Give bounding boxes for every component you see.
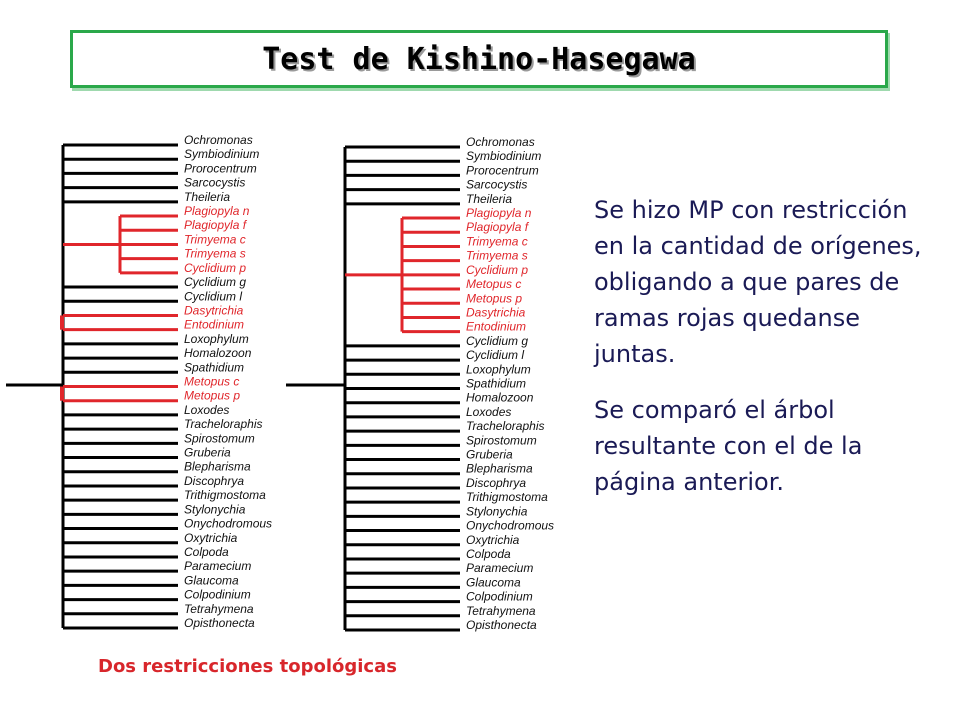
left-taxon-label: Opisthonecta: [184, 616, 255, 630]
left-taxon-label: Trimyema s: [184, 246, 246, 261]
right-taxon-label: Prorocentrum: [466, 163, 539, 178]
left-taxon-label: Metopus p: [184, 388, 241, 403]
left-taxon-label: Stylonychia: [184, 502, 246, 517]
left-taxon-label: Paramecium: [184, 559, 252, 574]
right-taxon-label: Tetrahymena: [466, 603, 536, 618]
right-taxon-label: Trimyema c: [466, 234, 528, 249]
left-taxon-label: Trithigmostoma: [184, 488, 266, 503]
left-taxon-label: Entodinium: [184, 317, 245, 332]
right-taxon-label: Theileria: [466, 191, 513, 206]
left-taxon-label: Colpoda: [184, 544, 229, 559]
right-taxon-label: Tracheloraphis: [466, 419, 545, 434]
right-taxon-label: Symbiodinium: [466, 149, 542, 164]
right-taxon-label: Plagiopyla f: [466, 220, 529, 235]
right-taxon-label: Entodinium: [466, 319, 527, 334]
right-taxon-label: Gruberia: [466, 447, 513, 462]
right-taxon-label: Spathidium: [466, 376, 527, 391]
left-taxon-label: Spirostomum: [184, 431, 255, 446]
left-taxon-label: Metopus c: [184, 374, 240, 389]
left-taxon-label: Cyclidium l: [184, 289, 243, 304]
slide-title: Test de Kishino-Hasegawa: [262, 41, 696, 77]
right-taxon-label: Opisthonecta: [466, 618, 537, 632]
right-taxon-label: Homalozoon: [466, 390, 534, 405]
left-taxon-label: Blepharisma: [184, 459, 251, 474]
right-taxon-label: Discophrya: [466, 475, 527, 490]
right-taxon-label: Loxophylum: [466, 362, 531, 377]
right-taxon-label: Paramecium: [466, 561, 534, 576]
right-taxon-label: Colpoda: [466, 546, 511, 561]
left-taxon-label: Theileria: [184, 189, 231, 204]
right-taxon-label: Oxytrichia: [466, 532, 520, 547]
right-taxon-label: Blepharisma: [466, 461, 533, 476]
left-taxon-label: Dasytrichia: [184, 303, 244, 318]
left-taxon-label: Loxodes: [184, 402, 230, 417]
left-taxon-label: Plagiopyla f: [184, 218, 247, 233]
left-taxon-label: Colpodinium: [184, 587, 251, 602]
right-taxon-label: Sarcocystis: [466, 177, 528, 192]
right-taxon-label: Cyclidium l: [466, 348, 525, 363]
left-taxon-label: Tracheloraphis: [184, 417, 263, 432]
left-taxon-label: Sarcocystis: [184, 175, 246, 190]
left-taxon-label: Plagiopyla n: [184, 204, 250, 219]
right-taxon-label: Metopus p: [466, 291, 523, 306]
left-taxon-label: Homalozoon: [184, 346, 252, 361]
caption: Dos restricciones topológicas: [98, 656, 397, 677]
right-taxon-label: Spirostomum: [466, 433, 537, 448]
left-taxon-label: Trimyema c: [184, 232, 246, 247]
right-taxon-label: Onychodromous: [466, 518, 555, 533]
tree-left: [6, 133, 272, 630]
left-taxon-label: Loxophylum: [184, 331, 249, 346]
right-taxon-label: Colpodinium: [466, 589, 533, 604]
left-taxon-label: Prorocentrum: [184, 161, 257, 176]
explanation-paragraph-2: Se comparó el árbol resultante con el de la página anterior.: [594, 396, 863, 496]
right-taxon-label: Ochromonas: [466, 135, 535, 149]
right-taxon-label: Cyclidium g: [466, 333, 529, 348]
tree-right: [286, 135, 554, 632]
right-taxon-label: Glaucoma: [466, 575, 521, 590]
explanation-text: [594, 192, 944, 500]
right-taxon-label: Trithigmostoma: [466, 490, 548, 505]
left-taxon-label: Spathidium: [184, 360, 245, 375]
left-taxon-label: Discophrya: [184, 473, 245, 488]
left-taxon-label: Gruberia: [184, 445, 231, 460]
left-taxon-label: Cyclidium p: [184, 260, 247, 275]
right-taxon-label: Metopus c: [466, 277, 522, 292]
left-taxon-label: Glaucoma: [184, 573, 239, 588]
left-taxon-label: Tetrahymena: [184, 601, 254, 616]
right-taxon-label: Dasytrichia: [466, 305, 526, 320]
right-taxon-label: Plagiopyla n: [466, 206, 532, 221]
explanation-paragraph-1: Se hizo MP con restricción en la cantidad de orígenes, obligando a que pares de ramas rojas quedanse juntas.: [594, 196, 922, 368]
left-taxon-label: Cyclidium g: [184, 275, 247, 290]
right-taxon-label: Cyclidium p: [466, 262, 529, 277]
right-taxon-label: Trimyema s: [466, 248, 528, 263]
left-taxon-label: Ochromonas: [184, 133, 253, 147]
right-taxon-label: Stylonychia: [466, 504, 528, 519]
right-taxon-label: Loxodes: [466, 404, 512, 419]
left-taxon-label: Onychodromous: [184, 516, 273, 531]
left-taxon-label: Oxytrichia: [184, 530, 238, 545]
left-taxon-label: Symbiodinium: [184, 147, 260, 162]
